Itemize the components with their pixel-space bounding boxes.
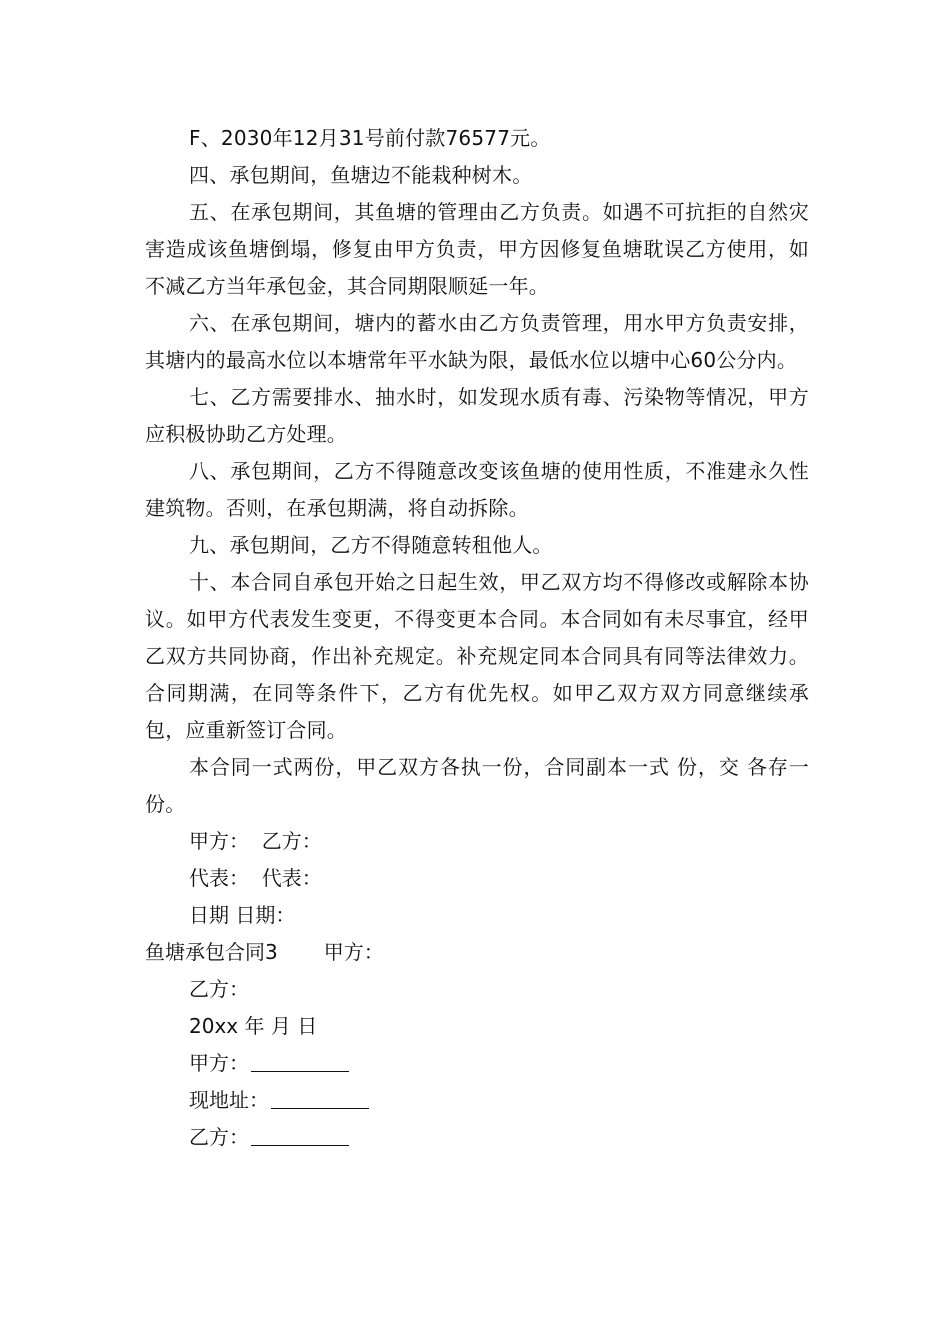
next-contract-party-b: 乙方： [189,977,249,1001]
clause-five: 五、在承包期间，其鱼塘的管理由乙方负责。如遇不可抗拒的自然灾害造成该鱼塘倒塌，修复由甲方负责，甲方因修复鱼塘耽误乙方使用，如不减乙方当年承包金，其合同期限顺延一年。 [145,200,809,298]
clause-four: 四、承包期间，鱼塘边不能栽种树木。 [189,163,533,187]
clause-ten: 十、本合同自承包开始之日起生效，甲乙双方均不得修改或解除本协议。如甲方代表发生变更，不得变更本合同。本合同如有未尽事宜，经甲乙双方共同协商，作出补充规定。补充规定同本合同具有同等法律效力。合同期满，在同等条件下，乙方有优先权。如甲乙双方双方同意继续承包，应重新签订合同。 [145,570,809,742]
copies-clause: 本合同一式两份，甲乙双方各执一份，合同副本一式 份，交 各存一份。 [145,755,809,816]
field-party-a-blank[interactable] [251,1051,349,1072]
field-address-row [145,1082,809,1119]
field-party-a-row [145,1045,809,1082]
field-address-label: 现地址： [189,1088,269,1112]
clause-eight: 八、承包期间，乙方不得随意改变该鱼塘的使用性质，不准建永久性建筑物。否则，在承包期满，将自动拆除。 [145,459,809,520]
next-contract-title: 鱼塘承包合同3 [145,940,278,964]
next-contract-party-a: 甲方： [323,940,384,964]
clause-payment-f: F、2030年12月31号前付款76577元。 [189,126,551,150]
clause-six: 六、在承包期间，塘内的蓄水由乙方负责管理，用水甲方负责安排，其塘内的最高水位以本塘常年平水缺为限，最低水位以塘中心60公分内。 [145,311,809,372]
field-address-blank[interactable] [271,1088,369,1109]
signature-representatives: 代表： 代表： [189,866,322,890]
signature-parties: 甲方： 乙方： [189,829,322,853]
clause-seven: 七、乙方需要排水、抽水时，如发现水质有毒、污染物等情况，甲方应积极协助乙方处理。 [145,385,809,446]
next-contract-date: 20xx 年 月 日 [189,1014,318,1038]
field-party-b-blank[interactable] [251,1125,349,1146]
document-body [145,120,809,1156]
field-party-a-label: 甲方： [189,1051,249,1075]
field-party-b-row [145,1119,809,1156]
next-contract-heading [145,934,809,971]
field-party-b-label: 乙方： [189,1125,249,1149]
clause-nine: 九、承包期间，乙方不得随意转租他人。 [189,533,553,557]
signature-dates: 日期 日期： [189,903,296,927]
